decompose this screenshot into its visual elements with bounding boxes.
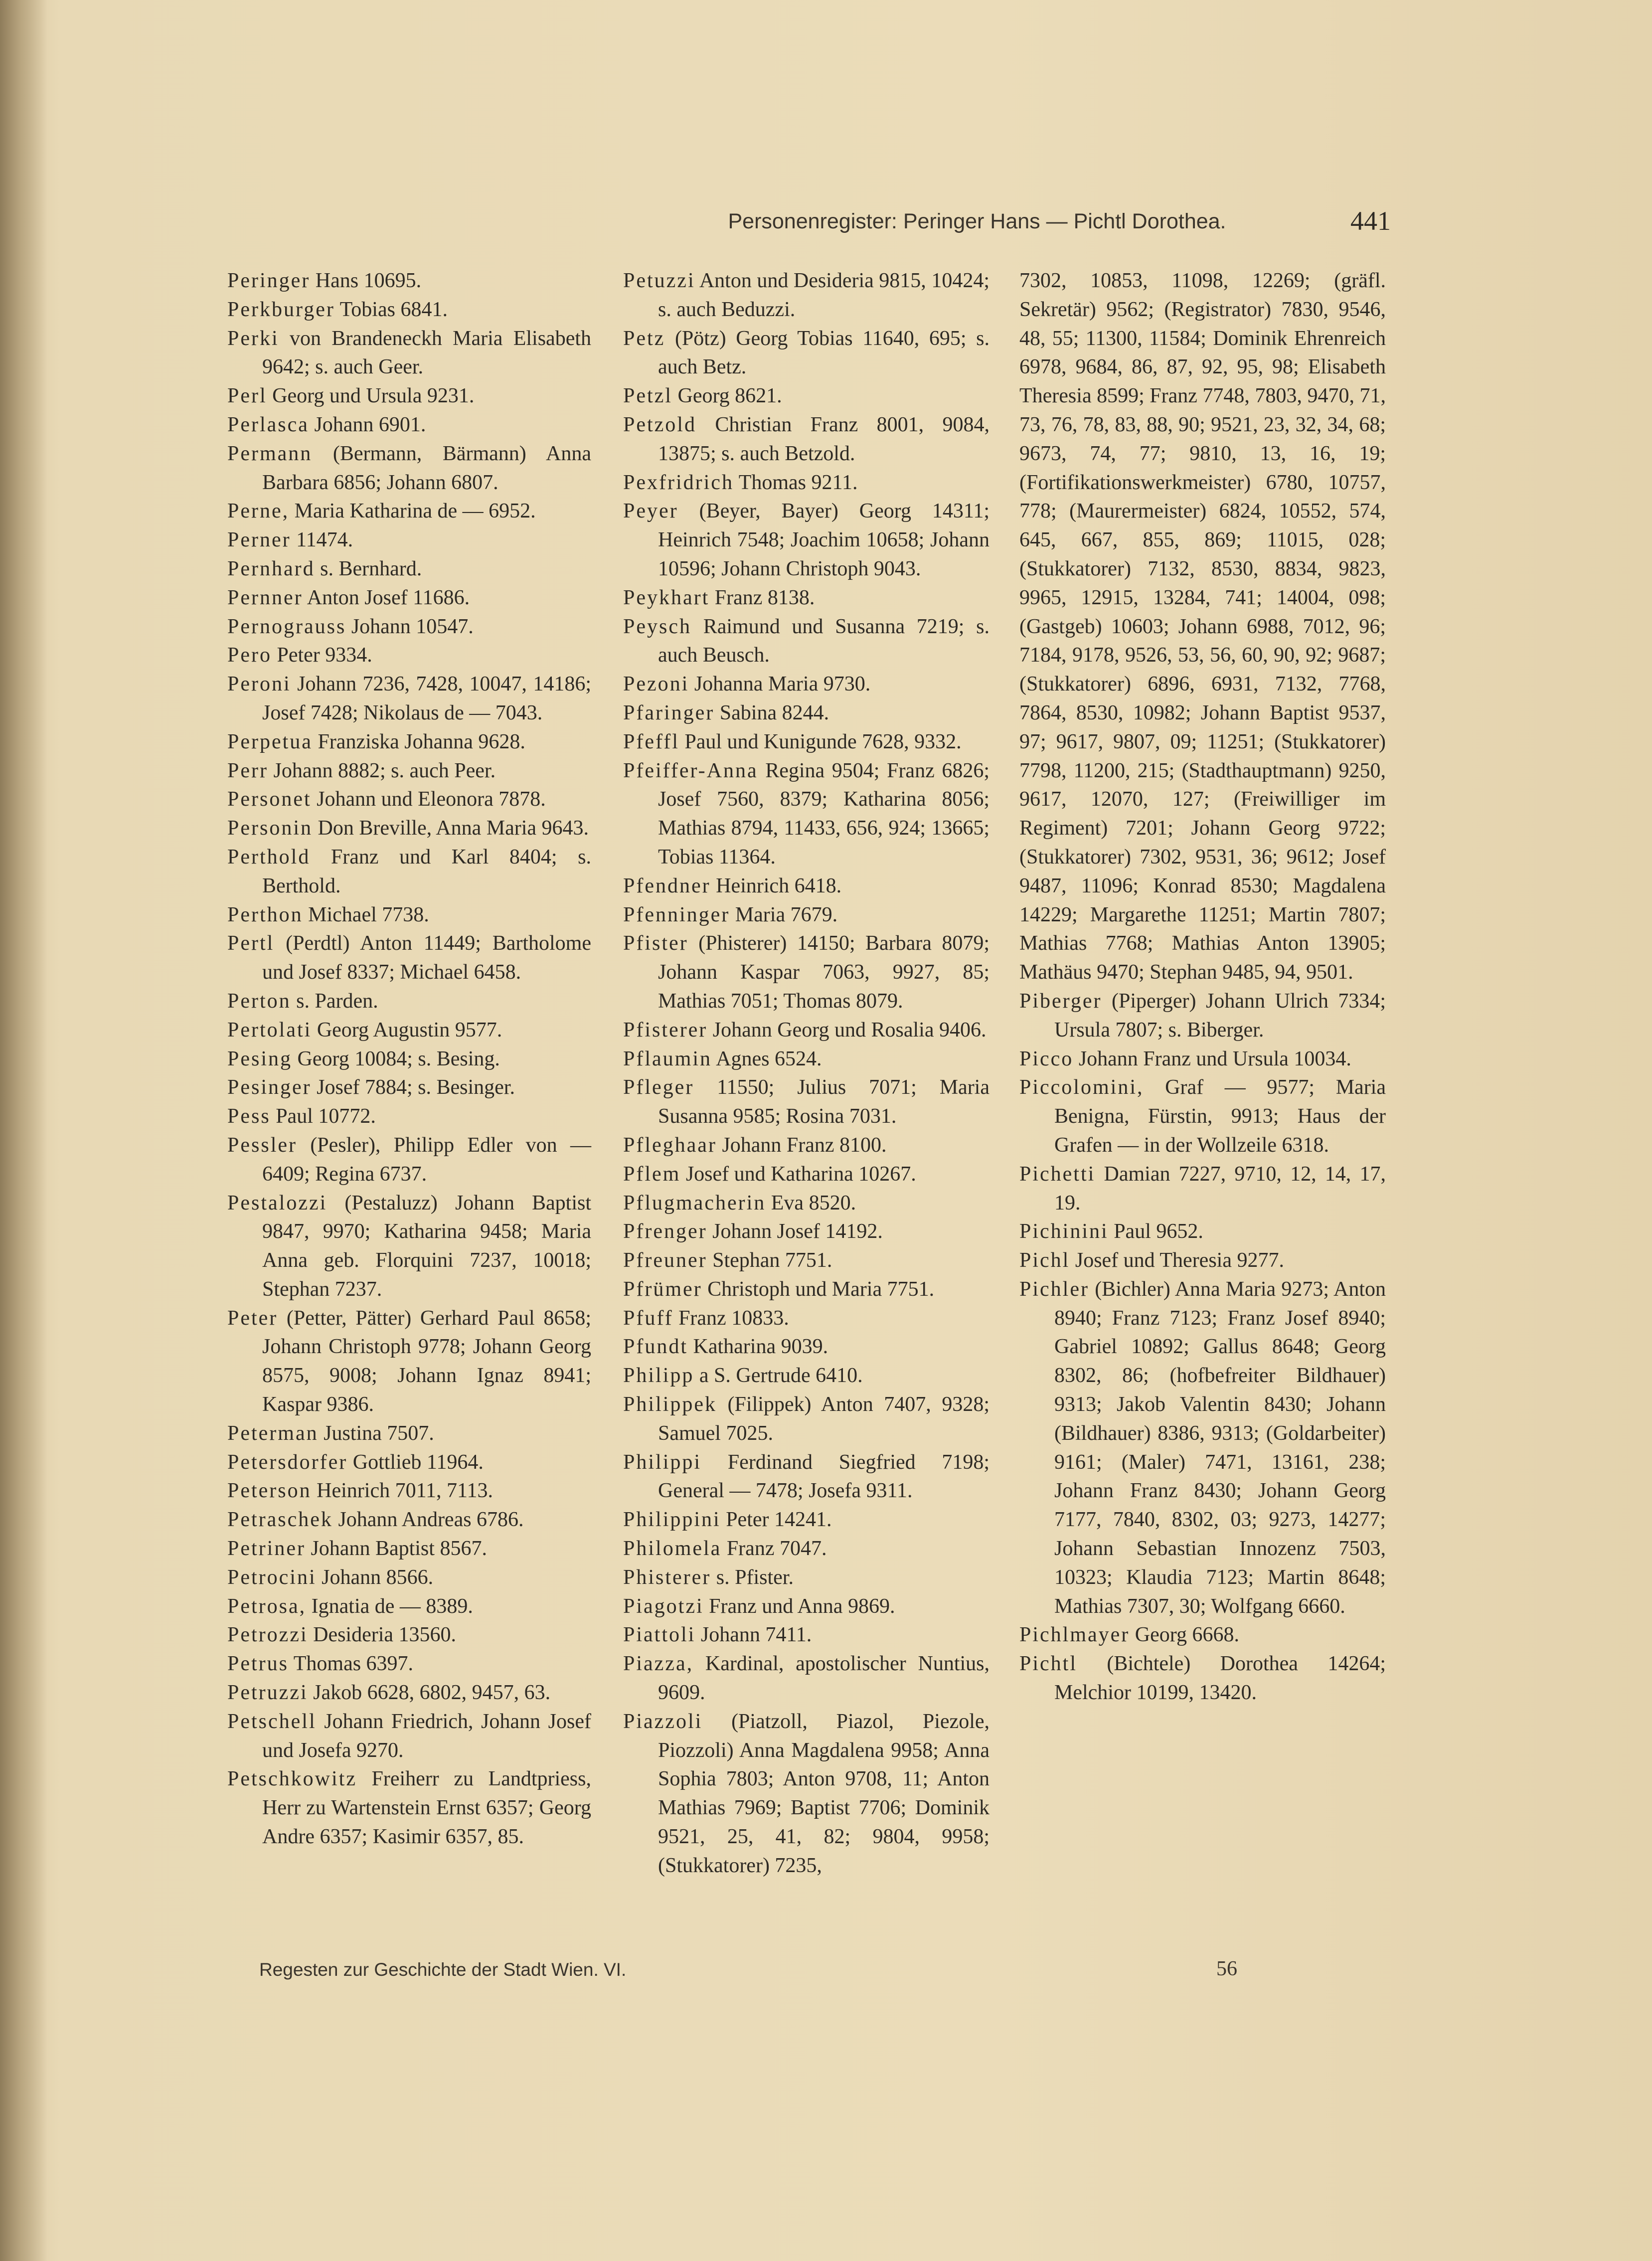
index-entry <box>623 1708 990 1881</box>
entry-details: (Bermann, Bärmann) Anna Barbara 6856; Johann 6807. <box>262 442 591 494</box>
entry-surname: Philipp <box>623 1364 694 1388</box>
entry-details: s. Bernhard. <box>315 557 422 580</box>
entry-details: Georg Augustin 9577. <box>312 1018 502 1042</box>
entry-surname: Pestalozzi <box>227 1191 328 1215</box>
entry-details: Johann Friedrich, Johann Josef und Josefa 9270. <box>262 1710 591 1762</box>
index-entry <box>623 1304 990 1333</box>
index-entry <box>623 901 990 930</box>
index-entry <box>227 1448 591 1477</box>
entry-details: 7302, 10853, 11098, 12269; (gräfl. Sekretär) 9562; (Registrator) 7830, 9546, 48, 55; 11300, 11584; Dominik Ehrenreich 6978, 9684, 86, 87, 92, 95, 98; Elisabeth Theresia 8599; Franz 7748, 7803, 9470, 71, 73, 76, 78, 83, 88, 90; 9521, 23, 32, 34, 68; 9673, 74, 77; 9810, 13, 16, 19; (Fortifikationswerkmeister) 6780, 10757, 778; (Maurermeister) 6824, 10552, 574, 645, 667, 855, 869; 11015, 028; (Stukkatorer) 7132, 8530, 8834, 9823, 9965, 12915, 13284, 741; 14004, 098; (Gastgeb) 10603; Johann 6988, 7012, 96; 7184, 9178, 9526, 53, 56, 60, 90, 92; 9687; (Stukkatorer) 6896, 6931, 7132, 7768, 7864, 8530, 10982; Johann Baptist 9537, 97; 9617, 9807, 09; 11251; (Stukkatorer) 7798, 11200, 215; (Stadthauptmann) 9250, 9617, 12070, 127; (Freiwilliger im Regiment) 7201; Johann Georg 9722; (Stukkatorer) 7302, 9531, 36; 9612; Josef 9487, 11096; Konrad 8530; Magdalena 14229; Margarethe 11251; Martin 7807; Mathias 7768; Mathias Anton 13905; Mathäus 9470; Stephan 9485, 94, 9501. <box>1019 269 1386 984</box>
entry-surname: Peterson <box>227 1479 312 1503</box>
entry-surname: Petraschek <box>227 1508 333 1532</box>
entry-details: Paul 9652. <box>1108 1220 1203 1243</box>
index-entry <box>227 670 591 728</box>
entry-surname: Perner <box>227 528 291 552</box>
index-entry <box>623 1535 990 1564</box>
entry-surname: Petrus <box>227 1652 289 1676</box>
index-entry <box>623 1275 990 1304</box>
entry-details: (Piatzoll, Piazol, Piezole, Piozzoli) Anna Magdalena 9958; Anna Sophia 7803; Anton 9708, 11; Anton Mathias 7969; Baptist 7706; Dominik 9521, 25, 41, 82; 9804, 9958; (Stukkatorer) 7235, <box>658 1710 990 1877</box>
index-entry <box>623 1448 990 1506</box>
entry-details: Johann Josef 14192. <box>707 1220 883 1243</box>
entry-details: Josef 7884; s. Besinger. <box>311 1076 515 1099</box>
index-entry <box>623 382 990 411</box>
entry-details: Josef und Katharina 10267. <box>680 1162 916 1186</box>
entry-details: Franz 7047. <box>721 1537 827 1561</box>
index-entry <box>227 1592 591 1621</box>
entry-details: Maria 7679. <box>730 903 838 926</box>
entry-details: s. Parden. <box>291 989 378 1013</box>
entry-details: Ignatia de — 8389. <box>306 1594 473 1618</box>
entry-surname: Peysch <box>623 615 691 638</box>
entry-surname: Pernhard <box>227 557 315 580</box>
entry-surname: Pfeiffer-Anna <box>623 759 758 782</box>
entry-surname: Peringer <box>227 269 311 292</box>
entry-surname: Peykhart <box>623 586 710 609</box>
entry-surname: Pichler <box>1019 1277 1089 1301</box>
entry-details: Regina 9504; Franz 6826; Josef 7560, 8379; Katharina 8056; Mathias 8794, 11433, 656, 924; 13665; Tobias 11364. <box>658 759 990 869</box>
index-entry <box>623 1564 990 1592</box>
entry-details: Georg und Ursula 9231. <box>267 384 475 408</box>
index-entry <box>623 267 990 325</box>
entry-surname: Piccolomini, <box>1019 1076 1144 1099</box>
index-entry <box>227 1073 591 1102</box>
entry-surname: Pfisterer <box>623 1018 708 1042</box>
entry-surname: Pfenninger <box>623 903 730 926</box>
entry-surname: Petuzzi <box>623 269 695 292</box>
index-entry <box>1019 267 1386 987</box>
entry-surname: Pfleger <box>623 1076 694 1099</box>
index-entry <box>227 757 591 786</box>
entry-surname: Phisterer <box>623 1565 711 1589</box>
entry-details: Maria Katharina de — 6952. <box>289 500 536 523</box>
entry-surname: Pichtl <box>1019 1652 1078 1676</box>
entry-surname: Peroni <box>227 673 291 696</box>
entry-surname: Piberger <box>1019 989 1102 1013</box>
index-entry <box>623 1246 990 1275</box>
entry-details: Anton Josef 11686. <box>303 586 470 609</box>
entry-details: Gottlieb 11964. <box>347 1450 484 1474</box>
entry-details: Johann und Eleonora 7878. <box>311 788 546 811</box>
index-entry <box>1019 1246 1386 1275</box>
entry-surname: Pessler <box>227 1133 297 1157</box>
entry-details: Heinrich 6418. <box>710 874 842 897</box>
entry-surname: Pfleghaar <box>623 1133 717 1157</box>
index-entry <box>227 584 591 613</box>
entry-surname: Pfrümer <box>623 1277 702 1301</box>
entry-surname: Perthold <box>227 845 311 869</box>
entry-surname: Petriner <box>227 1537 306 1561</box>
index-entry <box>623 1362 990 1391</box>
running-title: Personenregister: Peringer Hans — Pichtl Dorothea. <box>728 209 1226 233</box>
index-entry <box>227 987 591 1016</box>
footer-signature-mark: 56 <box>1216 1957 1237 1980</box>
footer-series-title: Regesten zur Geschichte der Stadt Wien. VI. <box>259 1959 627 1980</box>
entry-details: Georg 8621. <box>672 384 782 408</box>
entry-surname: Philomela <box>623 1537 722 1561</box>
entry-details: Thomas 9211. <box>733 471 858 494</box>
entry-surname: Pertolati <box>227 1018 312 1042</box>
entry-details: Graf — 9577; Maria Benigna, Fürstin, 9913; Haus der Grafen — in der Wollzeile 6318. <box>1054 1076 1386 1157</box>
entry-details: Johann 8566. <box>316 1565 434 1589</box>
index-entry <box>227 555 591 584</box>
index-entry <box>1019 1217 1386 1246</box>
index-entry <box>227 1477 591 1506</box>
entry-surname: Petruzzi <box>227 1681 308 1705</box>
index-entry <box>227 411 591 440</box>
entry-details: (Bichtele) Dorothea 14264; Melchior 10199, 13420. <box>1054 1652 1386 1705</box>
entry-surname: Petschkowitz <box>227 1767 357 1791</box>
entry-surname: Permann <box>227 442 313 465</box>
entry-surname: Peterman <box>227 1421 319 1445</box>
book-binding-edge <box>0 0 47 2261</box>
entry-surname: Petersdorfer <box>227 1450 348 1474</box>
index-entry <box>1019 1160 1386 1218</box>
entry-details: Johann 10547. <box>346 615 474 638</box>
entry-details: Johanna Maria 9730. <box>689 673 871 696</box>
index-entry <box>227 1564 591 1592</box>
index-entry <box>227 440 591 498</box>
index-entry <box>623 670 990 699</box>
index-entry <box>227 1765 591 1851</box>
index-entry <box>623 1160 990 1189</box>
entry-surname: Petrozzi <box>227 1623 308 1647</box>
entry-surname: Pfister <box>623 932 688 955</box>
index-entry <box>1019 987 1386 1045</box>
entry-details: Christoph und Maria 7751. <box>702 1277 935 1301</box>
entry-details: Johann 8882; s. auch Peer. <box>268 759 496 782</box>
entry-details: Don Breville, Anna Maria 9643. <box>313 817 589 840</box>
index-entry <box>623 1016 990 1045</box>
entry-details: 11550; Julius 7071; Maria Susanna 9585; Rosina 7031. <box>658 1076 990 1128</box>
index-entry <box>227 382 591 411</box>
entry-details: von Brandeneckh Maria Elisabeth 9642; s. auch Geer. <box>262 327 591 379</box>
entry-details: Freiherr zu Landtpriess, Herr zu Wartenstein Ernst 6357; Georg Andre 6357; Kasimir 6357, 85. <box>262 1767 591 1849</box>
index-column-2 <box>623 267 990 1881</box>
entry-details: a S. Gertrude 6410. <box>694 1364 863 1388</box>
entry-details: Johann 7236, 7428, 10047, 14186; Josef 7428; Nikolaus de — 7043. <box>262 673 591 724</box>
entry-details: Sabina 8244. <box>714 701 829 724</box>
entry-surname: Peter <box>227 1306 278 1330</box>
index-entry <box>623 1391 990 1448</box>
entry-details: Katharina 9039. <box>688 1335 828 1359</box>
entry-details: (Pestaluzz) Johann Baptist 9847, 9970; Katharina 9458; Maria Anna geb. Florquini 7237, 10018; Stephan 7237. <box>262 1191 591 1301</box>
entry-details: Johann Baptist 8567. <box>305 1537 487 1561</box>
index-entry <box>227 785 591 814</box>
entry-details: Damian 7227, 9710, 12, 14, 17, 19. <box>1054 1162 1386 1215</box>
index-entry <box>623 1592 990 1621</box>
entry-surname: Perton <box>227 989 291 1013</box>
entry-surname: Pesing <box>227 1047 293 1070</box>
index-column-1 <box>227 267 591 1852</box>
index-entry <box>227 1708 591 1765</box>
entry-surname: Perr <box>227 759 268 782</box>
index-entry <box>227 641 591 670</box>
index-entry <box>623 929 990 1016</box>
entry-details: (Piperger) Johann Ulrich 7334; Ursula 7807; s. Biberger. <box>1054 989 1386 1042</box>
entry-surname: Piattoli <box>623 1623 696 1647</box>
entry-surname: Philippini <box>623 1508 721 1532</box>
index-entry <box>623 699 990 728</box>
index-entry <box>227 1102 591 1131</box>
index-entry <box>227 267 591 296</box>
entry-surname: Perpetua <box>227 730 313 753</box>
index-entry <box>227 497 591 526</box>
entry-details: Johann Andreas 6786. <box>332 1508 524 1532</box>
index-entry <box>623 1045 990 1074</box>
entry-details: Franz und Anna 9869. <box>703 1594 895 1618</box>
entry-surname: Pichlmayer <box>1019 1623 1130 1647</box>
entry-details: Johann Franz und Ursula 10034. <box>1073 1047 1351 1070</box>
entry-surname: Personin <box>227 817 313 840</box>
entry-details: Josef und Theresia 9277. <box>1070 1249 1284 1272</box>
entry-surname: Perthon <box>227 903 303 926</box>
index-entry <box>227 1045 591 1074</box>
entry-surname: Perlasca <box>227 413 309 436</box>
entry-details: Heinrich 7011, 7113. <box>311 1479 493 1503</box>
entry-surname: Pflem <box>623 1162 681 1186</box>
index-entry <box>1019 1073 1386 1160</box>
entry-surname: Piazza, <box>623 1652 694 1676</box>
entry-surname: Petschell <box>227 1710 317 1733</box>
entry-surname: Pfeffl <box>623 730 679 753</box>
index-entry <box>623 1073 990 1131</box>
entry-details: Franziska Johanna 9628. <box>312 730 525 753</box>
index-entry <box>623 757 990 872</box>
index-entry <box>227 1650 591 1679</box>
index-entry <box>623 411 990 469</box>
entry-surname: Pfaringer <box>623 701 715 724</box>
entry-details: Tobias 6841. <box>334 298 448 321</box>
entry-surname: Pfuff <box>623 1306 673 1330</box>
entry-details: Paul und Kunigunde 7628, 9332. <box>679 730 962 753</box>
entry-details: s. Pfister. <box>711 1565 794 1589</box>
index-entry <box>227 814 591 843</box>
entry-details: Christian Franz 8001, 9084, 13875; s. auch Betzold. <box>658 413 990 465</box>
entry-surname: Pfundt <box>623 1335 688 1359</box>
index-entry <box>1019 1045 1386 1074</box>
entry-details: Ferdinand Siegfried 7198; General — 7478; Josefa 9311. <box>658 1450 990 1503</box>
index-entry <box>623 1650 990 1708</box>
entry-details: Franz 8138. <box>709 586 815 609</box>
index-entry <box>227 526 591 555</box>
entry-surname: Pernner <box>227 586 303 609</box>
entry-surname: Pexfridrich <box>623 471 734 494</box>
entry-surname: Personet <box>227 788 312 811</box>
entry-surname: Pfrenger <box>623 1220 707 1243</box>
entry-details: (Petter, Pätter) Gerhard Paul 8658; Johann Christoph 9778; Johann Georg 8575, 9008; Johann Ignaz 8941; Kaspar 9386. <box>262 1306 591 1416</box>
index-entry <box>227 1016 591 1045</box>
entry-details: (Filippek) Anton 7407, 9328; Samuel 7025. <box>658 1393 990 1445</box>
entry-surname: Picco <box>1019 1047 1074 1070</box>
index-entry <box>623 1131 990 1160</box>
entry-surname: Pess <box>227 1105 271 1128</box>
entry-details: Desideria 13560. <box>308 1623 457 1647</box>
entry-surname: Piagotzi <box>623 1594 704 1618</box>
entry-details: (Pötz) Georg Tobias 11640, 695; s. auch Betz. <box>658 327 990 379</box>
entry-details: Kardinal, apostolischer Nuntius, 9609. <box>658 1652 990 1705</box>
index-entry <box>623 497 990 583</box>
index-entry <box>623 872 990 901</box>
entry-surname: Petzold <box>623 413 696 436</box>
entry-surname: Philippek <box>623 1393 717 1416</box>
entry-surname: Pero <box>227 644 272 667</box>
index-entry <box>623 1217 990 1246</box>
entry-details: Anton und Desideria 9815, 10424; s. auch Beduzzi. <box>658 269 990 321</box>
entry-surname: Petzl <box>623 384 672 408</box>
entry-surname: Perne, <box>227 500 290 523</box>
entry-details: Jakob 6628, 6802, 9457, 63. <box>308 1681 551 1705</box>
index-entry <box>227 325 591 382</box>
entry-surname: Pfendner <box>623 874 711 897</box>
index-entry <box>623 1621 990 1650</box>
entry-details: Johann 7411. <box>695 1623 812 1647</box>
index-entry <box>227 1189 591 1304</box>
entry-details: Michael 7738. <box>303 903 429 926</box>
entry-details: Hans 10695. <box>310 269 422 292</box>
index-entry <box>227 1304 591 1419</box>
entry-surname: Perkburger <box>227 298 335 321</box>
entry-details: Stephan 7751. <box>707 1249 832 1272</box>
index-entry <box>227 1679 591 1708</box>
index-entry <box>227 843 591 901</box>
entry-surname: Philippi <box>623 1450 702 1474</box>
entry-details: Johann Franz 8100. <box>716 1133 887 1157</box>
index-entry <box>227 1506 591 1535</box>
index-entry <box>227 296 591 325</box>
entry-details: (Pesler), Philipp Edler von — 6409; Regina 6737. <box>262 1133 591 1186</box>
index-entry <box>227 613 591 642</box>
entry-surname: Petrosa, <box>227 1594 307 1618</box>
entry-details: 11474. <box>291 528 353 552</box>
entry-surname: Pichetti <box>1019 1162 1096 1186</box>
entry-details: (Phisterer) 14150; Barbara 8079; Johann Kaspar 7063, 9927, 85; Mathias 7051; Thomas 8079. <box>658 932 990 1013</box>
index-entry <box>623 1189 990 1218</box>
index-entry <box>227 728 591 757</box>
entry-details: Thomas 6397. <box>289 1652 414 1676</box>
entry-surname: Pflugmacherin <box>623 1191 766 1215</box>
index-column-3 <box>1019 267 1386 1708</box>
entry-details: Peter 14241. <box>720 1508 832 1532</box>
index-entry <box>227 1131 591 1189</box>
entry-surname: Pichinini <box>1019 1220 1109 1243</box>
index-entry <box>623 469 990 498</box>
index-entry <box>227 929 591 987</box>
entry-surname: Piazzoli <box>623 1710 703 1733</box>
entry-surname: Petrocini <box>227 1565 317 1589</box>
index-entry <box>1019 1275 1386 1621</box>
entry-details: Franz und Karl 8404; s. Berthold. <box>262 845 591 897</box>
entry-details: Johann Georg und Rosalia 9406. <box>707 1018 987 1042</box>
index-entry <box>623 1506 990 1535</box>
entry-details: Justina 7507. <box>318 1421 434 1445</box>
entry-details: Johann 6901. <box>309 413 426 436</box>
entry-surname: Perl <box>227 384 267 408</box>
entry-surname: Pezoni <box>623 673 689 696</box>
index-entry <box>227 1621 591 1650</box>
index-entry <box>227 1535 591 1564</box>
entry-surname: Pichl <box>1019 1249 1070 1272</box>
index-entry <box>623 613 990 671</box>
index-entry <box>227 1419 591 1448</box>
entry-surname: Pertl <box>227 932 275 955</box>
index-entry <box>623 584 990 613</box>
entry-details: Georg 10084; s. Besing. <box>292 1047 500 1070</box>
entry-surname: Pernograuss <box>227 615 346 638</box>
entry-details: (Perdtl) Anton 11449; Bartholome und Josef 8337; Michael 6458. <box>262 932 591 984</box>
entry-details: Eva 8520. <box>766 1191 856 1215</box>
index-entry <box>1019 1621 1386 1650</box>
entry-details: Peter 9334. <box>272 644 372 667</box>
index-entry <box>623 1333 990 1362</box>
entry-details: (Beyer, Bayer) Georg 14311; Heinrich 7548; Joachim 10658; Johann 10596; Johann Christoph 9043. <box>658 500 990 580</box>
entry-surname: Petz <box>623 327 665 350</box>
index-entry <box>623 728 990 757</box>
page-number: 441 <box>1350 206 1391 236</box>
entry-surname: Pfreuner <box>623 1249 707 1272</box>
index-entry <box>623 325 990 382</box>
entry-surname: Pflaumin <box>623 1047 712 1070</box>
entry-surname: Peyer <box>623 500 678 523</box>
entry-details: Agnes 6524. <box>712 1047 822 1070</box>
entry-surname: Perki <box>227 327 279 350</box>
entry-details: Georg 6668. <box>1130 1623 1239 1647</box>
index-entry <box>1019 1650 1386 1708</box>
entry-details: Paul 10772. <box>270 1105 376 1128</box>
index-entry <box>227 901 591 930</box>
entry-details: Raimund und Susanna 7219; s. auch Beusch. <box>658 615 990 667</box>
entry-details: Franz 10833. <box>673 1306 789 1330</box>
entry-details: (Bichler) Anna Maria 9273; Anton 8940; Franz 7123; Franz Josef 8940; Gabriel 10892; Gallus 8648; Georg 8302, 86; (hofbefreiter Bildhauer) 9313; Jakob Valentin 8430; Johann (Bildhauer) 8386, 9313; (Goldarbeiter) 9161; (Maler) 7471, 13161, 238; Johann Franz 8430; Johann Georg 7177, 7840, 8302, 03; 9273, 14277; Johann Sebastian Innozenz 7503, 10323; Klaudia 7123; Martin 8648; Mathias 7307, 30; Wolfgang 6660. <box>1054 1277 1386 1618</box>
entry-surname: Pesinger <box>227 1076 312 1099</box>
